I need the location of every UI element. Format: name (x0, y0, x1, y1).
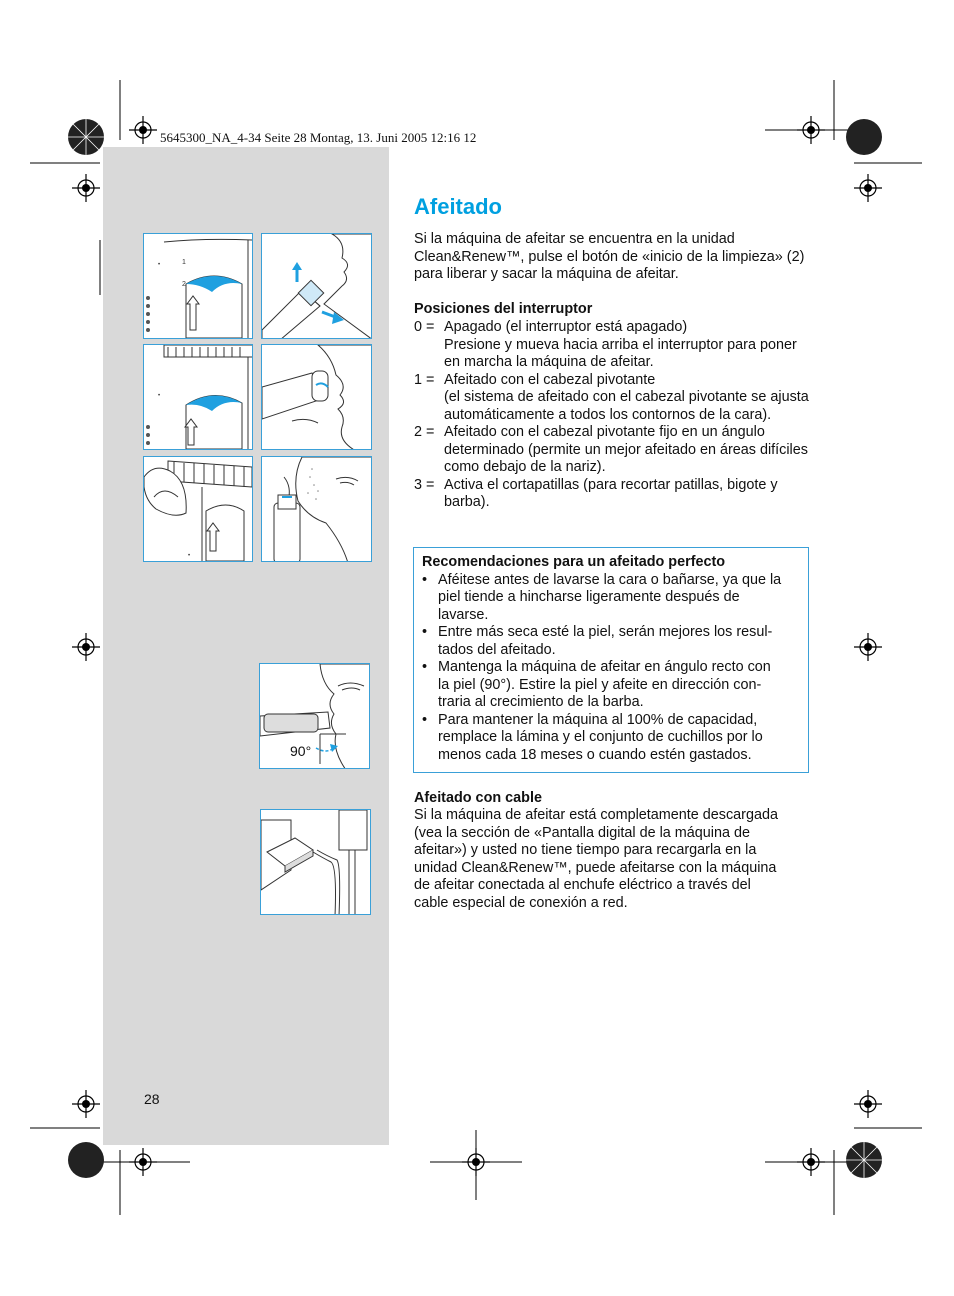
svg-text:•: • (158, 262, 161, 268)
svg-text:•: • (158, 393, 161, 399)
angle-label: 90° (290, 743, 312, 759)
list-item: • Para mantener la máquina al 100% de capacidad, remplace la lámina y el conjunto de cuchillos por lo menos cada 18 meses o cuando estén gastados. (422, 711, 763, 763)
print-header: 5645300_NA_4-34 Seite 28 Montag, 13. Juni 2005 12:16 12 (160, 130, 477, 145)
switch-key: 3 = (414, 476, 435, 493)
list-item: • Entre más seca esté la piel, serán mejores los resul- tados del afeitado. (422, 624, 773, 658)
switch-description: Activa el cortapatillas (para recortar patillas, bigote y barba). (444, 476, 778, 510)
cable-shaving-heading: Afeitado con cable (414, 790, 542, 806)
figure-cable-shaving (260, 809, 371, 915)
switch-positions-heading: Posiciones del interruptor (414, 301, 593, 317)
intro-paragraph: Si la máquina de afeitar se encuentra en la unidad Clean&Renew™, pulse el botón de «inicio de la limpieza» (2) para liberar y sacar la máquina de afeitar. (414, 231, 805, 282)
figure-switch-position-0 (143, 233, 253, 339)
bullet-icon: • (422, 711, 428, 728)
figure-shaving-angle (259, 663, 370, 769)
switch-number-1: 1 (182, 259, 186, 266)
figure-switch-position-1 (143, 344, 253, 450)
figure-pivot-head-face (261, 233, 372, 339)
svg-text:•: • (188, 553, 191, 559)
list-item: • Aféitese antes de lavarse la cara o bañarse, ya que la piel tiende a hincharse ligeramente después de lavarse. (422, 571, 782, 623)
page-title: Afeitado (414, 194, 502, 219)
bullet-icon: • (422, 571, 428, 588)
figure-switch-position-3 (143, 456, 253, 562)
switch-position-row (414, 372, 814, 425)
figure-fixed-head-face (261, 344, 372, 450)
switch-description: Afeitado con el cabezal pivotante (el sistema de afeitado con el cabezal pivotante se ajusta automáticamente a todos los contornos de la cara). (444, 371, 809, 423)
switch-description: Apagado (el interruptor está apagado) Presione y mueva hacia arriba el interruptor para poner en marcha la máquina de afeitar. (444, 319, 797, 370)
switch-key: 2 = (414, 424, 435, 440)
list-item: • Mantenga la máquina de afeitar en ángulo recto con la piel (90°). Estire la piel y afeite en dirección con- traria al crecimiento de la barba. (422, 659, 771, 710)
figure-trimmer-sideburns (261, 456, 372, 562)
switch-position-row (414, 477, 814, 512)
recommendations-box (413, 547, 809, 773)
bullet-icon: • (422, 659, 428, 675)
switch-description: Afeitado con el cabezal pivotante fijo en un ángulo determinado (permite un mejor afeitado en áreas difíciles como debajo de la nariz). (444, 424, 808, 475)
recommendations-heading: Recomendaciones para un afeitado perfecto (422, 554, 726, 570)
switch-position-row (414, 424, 814, 477)
cable-shaving-paragraph: Si la máquina de afeitar está completamente descargada (vea la sección de «Pantalla digital de la máquina de afeitar») y usted no tiene tiempo para recargarla en la unidad Clean&Renew™, puede afeitarse con la máquina de afeitar conectada al enchufe eléctrico a través del cable especial de conexión a red. (414, 807, 778, 911)
bullet-icon: • (422, 624, 428, 640)
switch-number-2: 2 (182, 281, 186, 288)
recommendations-list (422, 572, 800, 765)
switch-key: 0 = (414, 319, 435, 335)
switch-key: 1 = (414, 371, 435, 388)
switch-position-row (414, 319, 814, 372)
page-number: 28 (144, 1091, 160, 1107)
switch-positions-list (414, 319, 814, 512)
